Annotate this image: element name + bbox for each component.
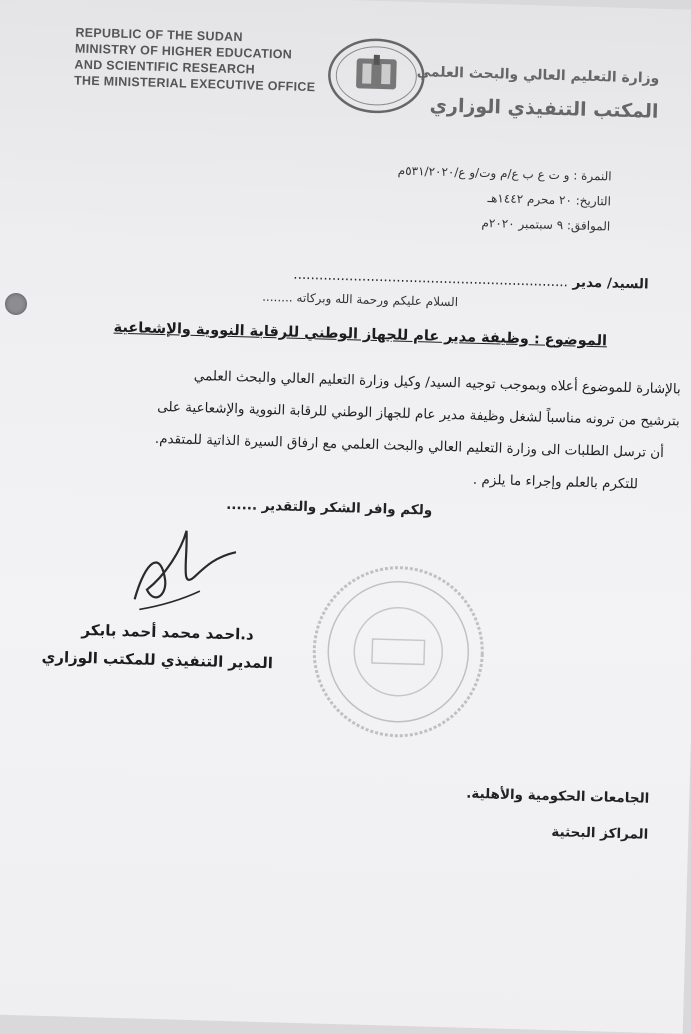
header-english-line: REPUBLIC OF THE SUDAN bbox=[75, 25, 243, 45]
copy-recipient: المراكز البحثية bbox=[551, 824, 649, 843]
header-arabic-ministry: وزارة التعليم العالي والبحث العلمي bbox=[416, 64, 660, 87]
header-english-line: AND SCIENTIFIC RESEARCH bbox=[74, 57, 256, 77]
handwritten-signature bbox=[124, 519, 247, 622]
recipient-dots: ................................................................ bbox=[293, 266, 569, 291]
closing-line: ولكم وافر الشكر والتقدير ...... bbox=[226, 496, 433, 519]
body-line: بترشيح من ترونه مناسباً لشغل وظيفة مدير عام للجهاز الوطني للرقابة النووية والإشعاعية على bbox=[156, 398, 681, 430]
official-stamp-icon bbox=[306, 559, 491, 744]
signatory-name: د.احمد محمد أحمد بابكر bbox=[81, 620, 254, 644]
date-hijri: التاريخ: ٢٠ محرم ١٤٤٢هـ bbox=[487, 191, 612, 209]
recipient-label bbox=[293, 267, 649, 293]
ministry-emblem-icon bbox=[325, 36, 427, 117]
header-arabic-office: المكتب التنفيذي الوزاري bbox=[429, 94, 659, 123]
header-english bbox=[74, 24, 317, 95]
signatory-title: المدير التنفيذي للمكتب الوزاري bbox=[41, 647, 274, 673]
date-gregorian: الموافق: ٩ سبتمبر ٢٠٢٠م bbox=[481, 215, 611, 234]
body-line: للتكرم بالعلم وإجراء ما يلزم . bbox=[472, 471, 639, 493]
greeting: السلام عليكم ورحمة الله وبركاته ........ bbox=[262, 289, 459, 310]
header-english-line: MINISTRY OF HIGHER EDUCATION bbox=[74, 41, 293, 62]
subject-line: الموضوع : وظيفة مدير عام للجهاز الوطني للرقابة النووية والإشعاعية bbox=[113, 319, 608, 350]
header-english-line: THE MINISTERIAL EXECUTIVE OFFICE bbox=[73, 73, 316, 95]
recipient-title: السيد/ مدير bbox=[572, 274, 649, 293]
body-line: بالإشارة للموضوع أعلاه وبموجب توجيه السيد/ وكيل وزارة التعليم العالي والبحث العلمي bbox=[193, 367, 681, 398]
body-line: أن ترسل الطلبات الى وزارة التعليم العالي والبحث العلمي مع ارفاق السيرة الذاتية للمتقدم. bbox=[154, 430, 665, 462]
reference-number: النمرة : و ت ع ب ع/م وت/و ع/٥٣١/٢٠٢٠م bbox=[397, 163, 612, 184]
punch-hole bbox=[5, 293, 27, 315]
copy-recipient: الجامعات الحكومية والأهلية. bbox=[466, 785, 650, 807]
